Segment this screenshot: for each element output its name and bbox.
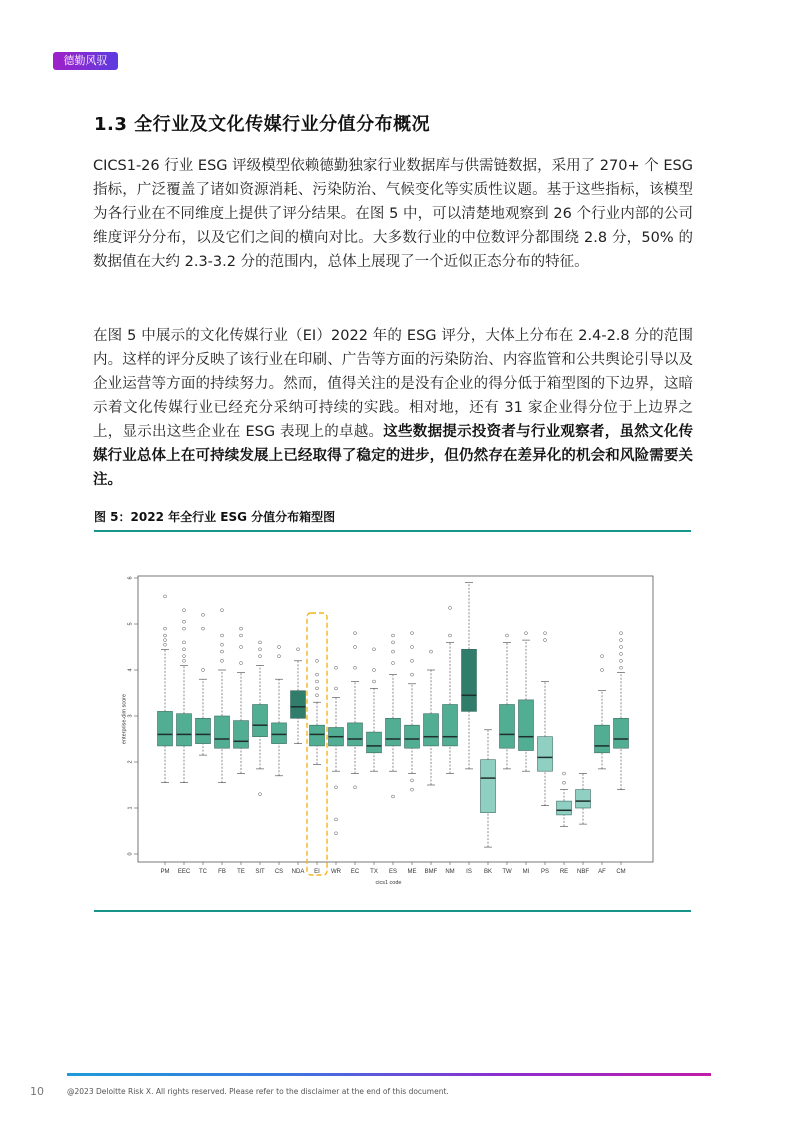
outlier-point: [278, 646, 281, 649]
outlier-point: [620, 659, 623, 662]
box-nbf: [576, 790, 591, 808]
outlier-point: [183, 609, 186, 612]
outlier-point: [563, 781, 566, 784]
box-ei: [310, 725, 325, 746]
outlier-point: [316, 673, 319, 676]
box-te: [234, 721, 249, 749]
outlier-point: [373, 680, 376, 683]
page-number: 10: [30, 1085, 44, 1098]
outlier-point: [411, 659, 414, 662]
outlier-point: [164, 639, 167, 642]
x-tick-label-me: ME: [407, 869, 417, 875]
box-is: [462, 649, 477, 711]
outlier-point: [392, 795, 395, 798]
box-ec: [348, 723, 363, 746]
outlier-point: [202, 613, 205, 616]
outlier-point: [240, 634, 243, 637]
x-tick-label-bmf: BMF: [424, 869, 438, 875]
y-tick-label: 3: [127, 714, 134, 718]
figure-top-rule: [94, 530, 691, 532]
box-tw: [500, 705, 515, 749]
x-tick-label-re: RE: [559, 869, 569, 875]
outlier-point: [259, 641, 262, 644]
outlier-point: [392, 641, 395, 644]
outlier-point: [354, 786, 357, 789]
box-pm: [158, 711, 173, 746]
outlier-point: [183, 627, 186, 630]
x-tick-label-ei: EI: [314, 869, 320, 875]
outlier-point: [411, 779, 414, 782]
x-tick-label-tx: TX: [370, 869, 378, 875]
x-tick-label-is: IS: [466, 869, 472, 875]
outlier-point: [335, 832, 338, 835]
outlier-point: [411, 673, 414, 676]
outlier-point: [449, 634, 452, 637]
footer-gradient-line: [67, 1073, 711, 1076]
x-tick-label-cs: CS: [274, 869, 284, 875]
outlier-point: [392, 634, 395, 637]
outlier-point: [525, 632, 528, 635]
outlier-point: [202, 669, 205, 672]
outlier-point: [411, 788, 414, 791]
x-tick-label-pm: PM: [160, 869, 170, 875]
outlier-point: [259, 648, 262, 651]
outlier-point: [620, 639, 623, 642]
outlier-point: [373, 648, 376, 651]
outlier-point: [316, 694, 319, 697]
box-re: [557, 801, 572, 815]
outlier-point: [164, 634, 167, 637]
outlier-point: [544, 632, 547, 635]
outlier-point: [354, 646, 357, 649]
x-tick-label-wr: WR: [331, 869, 341, 875]
outlier-point: [278, 655, 281, 658]
outlier-point: [620, 646, 623, 649]
x-tick-label-cm: CM: [616, 869, 626, 875]
x-tick-label-nm: NM: [445, 869, 455, 875]
outlier-point: [620, 632, 623, 635]
box-nm: [443, 705, 458, 746]
outlier-point: [335, 687, 338, 690]
outlier-point: [164, 595, 167, 598]
x-axis-label: cics1 code: [375, 880, 402, 886]
box-nda: [291, 691, 306, 719]
outlier-point: [335, 786, 338, 789]
box-bk: [481, 760, 496, 813]
box-cs: [272, 723, 287, 744]
outlier-point: [259, 655, 262, 658]
outlier-point: [240, 627, 243, 630]
paragraph-2-emphasis: 这些数据提示投资者与行业观察者，虽然文化传媒行业总体上在可持续发展上已经取得了稳定的进步，但仍然存在差异化的机会和风险需要关注。: [93, 424, 693, 488]
outlier-point: [392, 650, 395, 653]
x-tick-label-fb: FB: [218, 869, 226, 875]
outlier-point: [240, 646, 243, 649]
box-sit: [253, 705, 268, 737]
y-tick-label: 4: [127, 668, 134, 672]
x-tick-label-eec: EEC: [177, 869, 191, 875]
y-tick-label: 1: [127, 806, 134, 810]
outlier-point: [316, 659, 319, 662]
outlier-point: [354, 632, 357, 635]
outlier-point: [335, 818, 338, 821]
box-eec: [177, 714, 192, 746]
outlier-point: [202, 627, 205, 630]
x-tick-label-tw: TW: [502, 869, 512, 875]
x-tick-label-nbf: NBF: [577, 869, 589, 875]
copyright-notice: @2023 Deloitte Risk X. All rights reserved. Please refer to the disclaimer at the end of this document.: [67, 1087, 449, 1096]
outlier-point: [183, 641, 186, 644]
outlier-point: [373, 669, 376, 672]
figure-bottom-rule: [94, 910, 691, 912]
outlier-point: [392, 662, 395, 665]
x-tick-label-mi: MI: [522, 869, 530, 875]
outlier-point: [601, 669, 604, 672]
outlier-point: [411, 646, 414, 649]
outlier-point: [411, 632, 414, 635]
x-tick-label-sit: SIT: [255, 869, 265, 875]
outlier-point: [259, 793, 262, 796]
outlier-point: [240, 662, 243, 665]
outlier-point: [316, 687, 319, 690]
outlier-point: [183, 620, 186, 623]
paragraph-1: CICS1-26 行业 ESG 评级模型依赖德勤独家行业数据库与供需链数据，采用了 270+ 个 ESG 指标，广泛覆盖了诸如资源消耗、污染防治、气候变化等实质性议题。基于这些指标，该模型为各行业在不同维度上提供了评分结果。在图 5 中，可以清楚地观察到 26 个行业内部的公司维度评分分布，以及它们之间的横向对比。大多数行业的中位数评分都围绕 2.8 分，50% 的数据值在大约 2.3-3.2 分的范围内，总体上展现了一个近似正态分布的特征。: [93, 158, 693, 270]
outlier-point: [221, 643, 224, 646]
boxplot-chart: [118, 570, 663, 892]
outlier-point: [544, 639, 547, 642]
outlier-point: [221, 650, 224, 653]
outlier-point: [221, 634, 224, 637]
outlier-point: [563, 772, 566, 775]
outlier-point: [183, 648, 186, 651]
box-ps: [538, 737, 553, 772]
x-tick-label-af: AF: [598, 869, 606, 875]
box-bmf: [424, 714, 439, 746]
outlier-point: [601, 655, 604, 658]
outlier-point: [183, 659, 186, 662]
paragraph-2-text: 在图 5 中展示的文化传媒行业（EI）2022 年的 ESG 评分，大体上分布在 2.4-2.8 分的范围内。这样的评分反映了该行业在印刷、广告等方面的污染防治、内容监管和公共舆论引导以及企业运营等方面的持续努力。然而，值得关注的是没有企业的得分低于箱型图的下边界，这暗示着文化传媒行业已经充分采纳可持续的实践。相对地，还有 31 家企业得分位于上边界之上，显示出这些企业在 ESG 表现上的卓越。: [93, 328, 693, 440]
x-tick-label-bk: BK: [483, 869, 493, 875]
y-axis-label: enterprise-dim score: [121, 693, 128, 745]
section-title: 1.3 全行业及文化传媒行业分值分布概况: [94, 114, 431, 135]
paragraph-2: [93, 324, 693, 492]
y-tick-label: 5: [127, 622, 134, 626]
box-af: [595, 725, 610, 753]
box-me: [405, 725, 420, 748]
y-tick-label: 2: [127, 760, 134, 764]
outlier-point: [316, 680, 319, 683]
outlier-point: [620, 652, 623, 655]
figure-caption: 图 5：2022 年全行业 ESG 分值分布箱型图: [94, 510, 336, 524]
box-cm: [614, 718, 629, 748]
y-tick-label: 6: [127, 576, 134, 580]
y-tick-label: 0: [127, 852, 134, 856]
box-mi: [519, 700, 534, 751]
x-tick-label-es: ES: [388, 869, 398, 875]
outlier-point: [164, 643, 167, 646]
outlier-point: [297, 648, 300, 651]
x-tick-label-nda: NDA: [291, 869, 305, 875]
x-tick-label-ps: PS: [540, 869, 550, 875]
outlier-point: [335, 666, 338, 669]
box-tx: [367, 732, 382, 753]
outlier-point: [620, 666, 623, 669]
outlier-point: [506, 634, 509, 637]
outlier-point: [354, 666, 357, 669]
box-tc: [196, 718, 211, 743]
outlier-point: [164, 627, 167, 630]
outlier-point: [430, 650, 433, 653]
box-fb: [215, 716, 230, 748]
outlier-point: [221, 609, 224, 612]
x-tick-label-tc: TC: [199, 869, 207, 875]
outlier-point: [221, 659, 224, 662]
brand-tag: 德勤风驭: [53, 52, 118, 70]
box-es: [386, 718, 401, 746]
x-tick-label-te: TE: [237, 869, 245, 875]
x-tick-label-ec: EC: [350, 869, 360, 875]
outlier-point: [449, 606, 452, 609]
outlier-point: [183, 655, 186, 658]
